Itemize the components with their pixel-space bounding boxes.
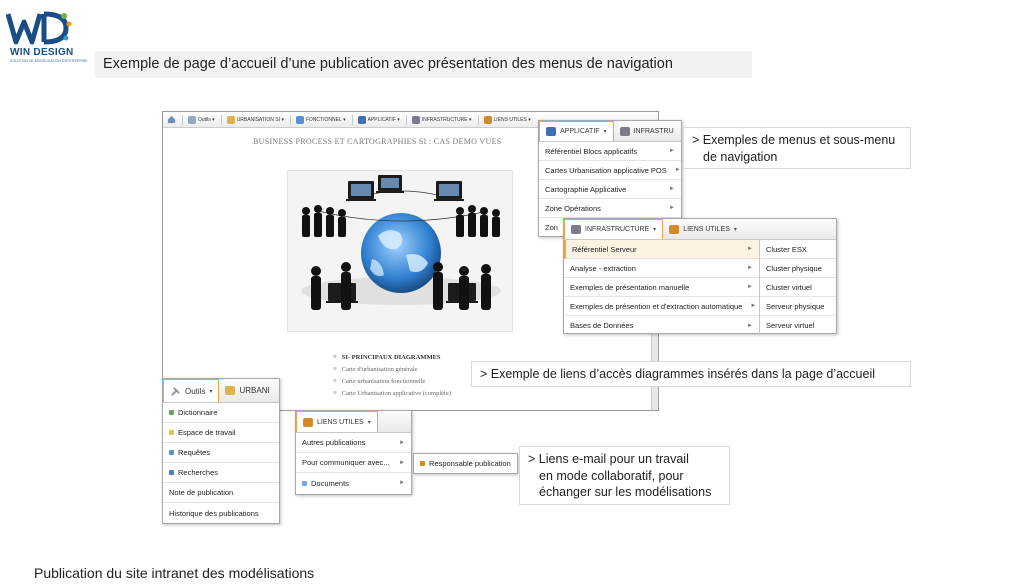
submenu-item[interactable] (760, 297, 836, 316)
menu-item-label: Documents (311, 478, 349, 488)
document-icon (302, 481, 307, 486)
chevron-down-icon: ▾ (209, 388, 213, 395)
outils-menu-list (163, 403, 279, 523)
windesign-logo (6, 8, 88, 64)
submenu-item[interactable] (760, 316, 836, 335)
callout-email (519, 446, 730, 505)
dictionary-icon (169, 410, 174, 415)
menu-item[interactable] (564, 278, 759, 297)
urbanisation-icon (225, 386, 235, 395)
toolbar-label: URBANISATION SI (236, 116, 280, 123)
chevron-right-icon: ► (747, 265, 753, 271)
menu-item-label: Zon (545, 223, 558, 232)
menu-item-label: Pour communiquer avec... (302, 458, 390, 467)
menu-item-label: Analyse - extraction (570, 263, 636, 273)
menu-item-label: Autres publications (302, 438, 366, 447)
chevron-right-icon: ► (669, 186, 675, 192)
toolbar-label: INFRASTRUCTURE (421, 116, 468, 123)
menu-item-label: Historique des publications (169, 508, 259, 518)
responsable-submenu-list (414, 454, 517, 473)
menu-tabbar (163, 379, 279, 403)
diagram-link[interactable]: ≡ Carte urbanisation fonctionnelle (333, 376, 451, 388)
applicatif-icon (358, 116, 366, 124)
menu-item-recherches[interactable] (163, 463, 279, 483)
menu-item-label: Cartographie Applicative (545, 184, 627, 194)
chevron-right-icon: ► (399, 439, 405, 446)
chevron-down-icon: ▾ (653, 227, 657, 233)
logo-mark-icon (6, 8, 72, 48)
menu-item-label: Zone Opérations (545, 203, 601, 213)
tab-label: URBANI (239, 386, 270, 395)
menu-item-label: Cartes Urbanisation applicative POS (545, 165, 667, 175)
callout-liens (471, 361, 911, 387)
outils-menu-screenshot (162, 378, 280, 524)
infrastructure-icon (571, 225, 581, 234)
callout-text: > Exemple de liens d’accès diagrammes insérés dans la page d’accueil (480, 367, 876, 381)
menu-item[interactable] (539, 142, 681, 161)
menu-item[interactable] (539, 199, 681, 218)
liens-menu-list (296, 433, 411, 493)
tools-icon (170, 386, 181, 397)
menu-item-espace-travail[interactable] (163, 423, 279, 443)
workspace-icon (169, 430, 174, 435)
submenu-item-label: Cluster ESX (766, 244, 807, 254)
menu-item[interactable] (539, 161, 681, 180)
menu-item-label: Recherches (178, 468, 219, 477)
submenu-item[interactable] (760, 259, 836, 278)
diagram-links-list (333, 352, 451, 400)
tab-label: LIENS UTILES (683, 225, 730, 233)
mail-icon (420, 461, 425, 466)
callout-text: de navigation (703, 149, 778, 164)
logo-text: WIN DESIGN (10, 47, 74, 58)
menu-item[interactable] (564, 297, 759, 316)
urbanisation-icon (227, 116, 235, 124)
responsable-submenu (413, 453, 518, 474)
infrastructure-icon (620, 127, 630, 136)
callout-menus (683, 127, 911, 169)
chevron-right-icon: ► (750, 303, 757, 309)
chevron-right-icon: ► (674, 167, 681, 173)
submenu-item-label: Serveur virtuel (766, 321, 815, 330)
home-icon[interactable] (167, 115, 176, 124)
menu-item[interactable] (564, 259, 759, 278)
menu-item-label: Note de publication (169, 488, 234, 497)
tools-icon (188, 116, 196, 124)
menu-item-note-publication[interactable] (163, 483, 279, 503)
chevron-right-icon: ► (669, 148, 675, 154)
submenu-item-label: Serveur physique (766, 301, 825, 311)
menu-item-label: Référentiel Serveur (572, 244, 637, 254)
chevron-down-icon: ▾ (733, 226, 737, 233)
toolbar-item-outils[interactable]: Outils ▾ (188, 116, 215, 124)
menu-item-label: Requêtes (178, 448, 211, 457)
tab-label: LIENS UTILES (317, 418, 364, 426)
submenu-item[interactable] (760, 240, 836, 259)
callout-text: > Liens e-mail pour un travail (528, 452, 689, 466)
toolbar-item-fonctionnel[interactable]: FONCTIONNEL ▾ (296, 116, 346, 124)
infrastructure-menu-list (564, 240, 760, 335)
search-icon (169, 470, 174, 475)
callout-text: > Exemples de menus et sous-menu (692, 133, 896, 147)
menu-tabbar (539, 121, 681, 142)
callout-text: échanger sur les modélisations (539, 485, 712, 499)
tab-liens-utiles[interactable] (296, 411, 378, 432)
tab-urbanisation[interactable] (219, 379, 275, 402)
submenu-item-label: Cluster virtuel (766, 282, 812, 292)
menu-item[interactable] (296, 473, 411, 493)
liens-icon (669, 225, 679, 234)
tab-applicatif[interactable] (539, 121, 614, 141)
query-icon (169, 450, 174, 455)
infrastructure-menu-screenshot (563, 218, 837, 334)
menu-item-dictionnaire[interactable] (163, 403, 279, 423)
chevron-down-icon: ▾ (603, 129, 607, 135)
tab-infrastructure[interactable] (564, 219, 663, 239)
submenu-item[interactable] (760, 278, 836, 297)
page-heading: BUSINESS PROCESS ET CARTOGRAPHIES SI : CAS DEMO VUES (253, 137, 502, 146)
fonctionnel-icon (296, 116, 304, 124)
menu-item-requetes[interactable] (163, 443, 279, 463)
chevron-right-icon: ► (399, 480, 405, 486)
chevron-right-icon: ► (669, 205, 675, 211)
applicatif-icon (546, 127, 556, 136)
infrastructure-submenu-list (760, 240, 836, 335)
menu-item-label: Dictionnaire (178, 408, 218, 417)
menu-item-label: Espace de travail (178, 428, 236, 437)
chevron-right-icon: ► (747, 284, 753, 290)
menu-item[interactable] (539, 180, 681, 199)
menu-item-label: Responsable publication (429, 459, 511, 468)
chevron-down-icon: ▾ (367, 419, 371, 426)
diagram-link[interactable]: ≡ SI- PRINCIPAUX DIAGRAMMES (333, 352, 451, 364)
menu-item[interactable] (564, 316, 759, 335)
chevron-right-icon: ► (747, 246, 753, 252)
tab-outils[interactable] (163, 379, 219, 402)
tab-liens-utiles[interactable] (663, 219, 743, 239)
tab-label: APPLICATIF (560, 128, 600, 135)
liens-icon (303, 418, 313, 427)
liens-utiles-menu-screenshot (295, 410, 412, 495)
menu-item[interactable] (564, 240, 759, 259)
slide-title: Exemple de page d’accueil d’une publication avec présentation des menus de navigation (95, 51, 752, 78)
toolbar-label: FONCTIONNEL (305, 116, 342, 123)
toolbar-item-liens-utiles[interactable]: LIENS UTILES ▾ (484, 116, 531, 124)
tab-label: Outils (185, 386, 206, 396)
toolbar-item-applicatif[interactable]: APPLICATIF ▾ (358, 116, 400, 124)
toolbar-label: Outils (198, 116, 211, 123)
network-illustration (287, 170, 513, 332)
chevron-right-icon: ► (747, 322, 753, 329)
menu-tabbar (296, 411, 411, 433)
diagram-link[interactable]: ≡ Carte Urbanisation applicative (complète) (333, 388, 451, 400)
bottom-caption: Publication du site intranet des modélisations (34, 565, 315, 581)
tab-label: INFRASTRU (633, 127, 674, 135)
diagram-link[interactable]: ≡ Carte d'urbanisation générale (333, 364, 451, 376)
menu-item[interactable] (296, 453, 411, 473)
menu-item-label: Bases de Données (570, 321, 634, 330)
menu-item-label: Référentiel Blocs applicatifs (545, 146, 638, 156)
menu-item[interactable] (296, 433, 411, 453)
toolbar-item-infrastructure[interactable]: INFRASTRUCTURE ▾ (412, 116, 472, 124)
tab-infrastructure[interactable] (614, 121, 680, 141)
liens-icon (484, 116, 492, 124)
chevron-right-icon: ► (399, 459, 405, 466)
logo-tagline: SOLUTION DE MODÉLISATION D'ENTREPRISE (10, 59, 88, 63)
submenu-item-label: Cluster physique (766, 263, 822, 273)
tab-label: INFRASTRUCTURE (585, 226, 650, 233)
menu-item-label: Exemples de présention et d'extraction automatique (570, 301, 743, 311)
callout-text: en mode collaboratif, pour (539, 468, 684, 483)
menu-item-historique[interactable] (163, 503, 279, 523)
infrastructure-icon (412, 116, 420, 124)
toolbar-label: LIENS UTILES (493, 116, 527, 123)
menu-item-label: Exemples de présentation manuelle (570, 282, 690, 292)
menu-item-responsable[interactable] (414, 454, 517, 473)
menu-tabbar (564, 219, 836, 240)
toolbar-label: APPLICATIF (367, 116, 396, 123)
toolbar-item-urbanisation[interactable]: URBANISATION SI ▾ (227, 116, 284, 124)
